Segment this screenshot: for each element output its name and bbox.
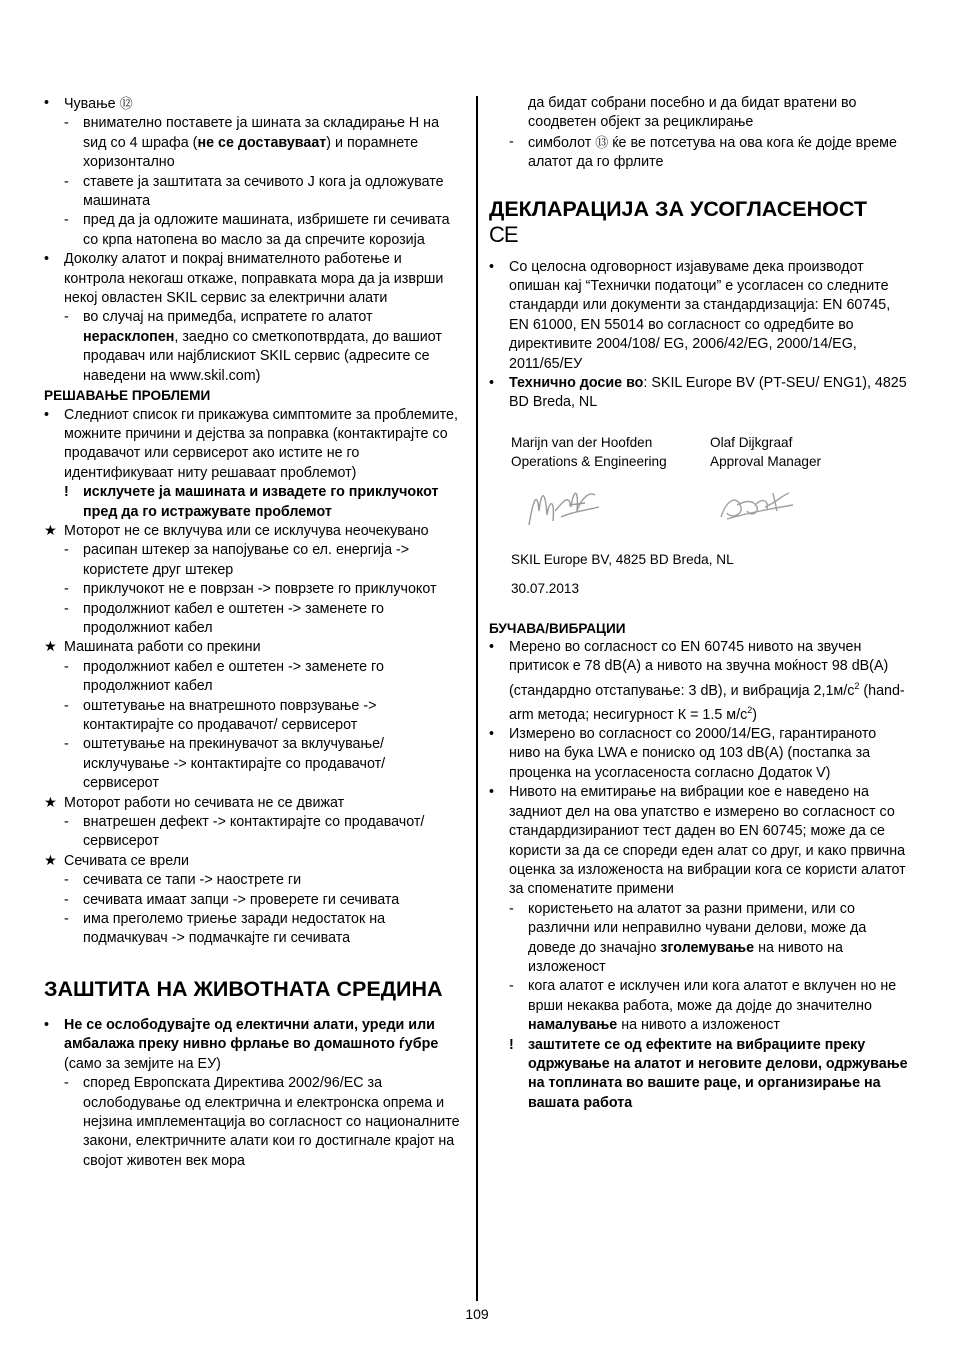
bold-text: Технично досие во: [509, 375, 644, 392]
text: ставете ја заштитата за сечивото J кога ја одложувате машината: [83, 173, 444, 210]
left-column: [44, 94, 462, 1171]
bullet-marker: •: [489, 638, 495, 655]
text: сечивата се тапи -> наострете ги: [83, 872, 302, 889]
env-symbol: [489, 133, 909, 173]
env-item: [44, 1016, 462, 1074]
symptom-1-cause: [44, 600, 462, 639]
text: има преголемо триење заради недостаток на подмачкувач -> подмачкајте ги сечивата: [83, 911, 386, 947]
symptom-2: [44, 638, 462, 657]
signatories: [511, 433, 909, 472]
symptom-2-cause: [44, 735, 462, 793]
text: оштетување на прекинувачот за вклучување/ исклучување -> контактирајте со продавачот/ сервисерот: [83, 736, 386, 792]
storage-sub-1: [44, 114, 462, 172]
text: (hand-arm метода; несигурност К = 1.5 м/с: [509, 682, 905, 723]
text: според Европската Директива 2002/96/EC за ослободување од електрична и електронска опрема и нејзина имплементација во согласност со националните закони, електричните алати кои го достигнале крајот на својот животен век мора: [83, 1075, 460, 1169]
noise-item-3: [489, 783, 909, 899]
noise-warning: [489, 1036, 909, 1114]
text: : SKIL Europe BV (PT-SEU/ ENG1), 4825 BD Breda, NL: [509, 375, 907, 411]
signature-2-image: [717, 487, 909, 533]
dash-marker: -: [64, 115, 69, 132]
text: , заедно со сметкопотврдата, до вашиот продавач или најблискиот SKIL сервис (адресите се наведени на www.skil.com): [83, 328, 442, 384]
text: Со целосна одговорност изјавуваме дека производот опишан кај “Технички податоци” е усогласен со следните стандарди или документи за стандардизација: EN 60745, EN 61000, EN 55014 во согласност со одредбите во директивите 2004/108/ EG, 2006/42/EG, 2000/14/EG, 2011/65/ЕУ: [509, 258, 891, 372]
text: симболот: [528, 134, 596, 151]
warning-marker: !: [509, 1036, 514, 1053]
bold-text: Не се ослободувајте од електични алати, уреди или амбалажа преку нивно фрлање во домашното ѓубре: [64, 1016, 439, 1053]
text: Мерено во согласност со EN 60745 нивото на звучен притисок е 78 dB(A) а нивото на звучна моќност 98 dB(A) (стандардно отстапување: 3 dB), и вибрација 2,1м/с: [509, 638, 889, 699]
text: оштетување на внатрешното поврзување -> контактирајте со продавачот/ сервисерот: [83, 697, 377, 733]
dash-marker: -: [64, 173, 69, 190]
text: на нивото на изложеност: [528, 939, 844, 975]
dash-marker: -: [64, 658, 69, 675]
text: на нивото а изложеност: [617, 1017, 780, 1034]
signatory-2: [710, 433, 909, 472]
dash-marker: -: [64, 542, 69, 559]
signatory-name: Olaf Dijkgraaf: [710, 434, 793, 450]
symptom-1-cause: [44, 541, 462, 580]
dash-marker: -: [509, 978, 514, 995]
dash-marker: -: [64, 309, 69, 326]
storage-label: Чување: [64, 96, 116, 112]
text: заштитете се од ефектите на вибрациите преку одржување на алатот и неговите делови, одржување на топлината во вашите раце, и организирање на вашата работа: [528, 1036, 908, 1111]
dash-marker: -: [64, 600, 69, 617]
text: да бидат собрани посебно и да бидат вратени во соодветен објект за рециклирање: [528, 95, 857, 131]
signature-1-image: [525, 481, 717, 539]
dash-marker: -: [64, 736, 69, 753]
env-cont: [489, 94, 909, 133]
text: користењето на алатот за разни примени, или со различни или неправилно чувани делови, може да доведе до значајно: [528, 900, 867, 956]
bullet-marker: •: [489, 375, 495, 392]
dash-marker: -: [64, 911, 69, 928]
symptom-4-cause: [44, 871, 462, 890]
signatory-title: Operations & Engineering: [511, 454, 667, 470]
bullet-marker: •: [44, 1016, 50, 1033]
dash-marker: -: [64, 1075, 69, 1092]
text: во случај на примедба, испратете го алатот: [83, 309, 373, 326]
symptom-3: [44, 794, 462, 813]
star-marker: ★: [44, 639, 57, 656]
symptom-3-cause: [44, 813, 462, 852]
dash-marker: -: [64, 581, 69, 598]
signatures: [525, 472, 909, 550]
trouble-heading: РЕШАВАЊЕ ПРОБЛЕМИ: [44, 388, 211, 404]
failure-item: [44, 250, 462, 308]
bullet-marker: •: [489, 258, 495, 275]
warning-marker: !: [64, 484, 69, 501]
text: ): [752, 706, 758, 723]
heading-text: ДЕКЛАРАЦИЈА ЗА УСОГЛАСЕНОСТ: [489, 196, 868, 221]
symbol-ref-number: ⑬: [595, 134, 609, 150]
dash-marker: -: [64, 872, 69, 889]
bullet-marker: •: [489, 726, 495, 743]
bold-text: не се доставуваат: [197, 134, 327, 151]
storage-sub-3: [44, 211, 462, 250]
text: Нивото на емитирање на вибрации кое е наведено на задниот дел на ова упатство е измерено во согласност со стандардизираниот тест даден во EN 60745; може да се користи за да се спореди еден алат со друг, и како првична оценка за изложеноста на вибрации кога се користи алатот за споменатите примени: [509, 784, 906, 898]
symptom-1: [44, 522, 462, 541]
symptom-4-cause: [44, 910, 462, 949]
symptom-2-cause: [44, 658, 462, 697]
company-address: SKIL Europe BV, 4825 BD Breda, NL: [511, 551, 734, 567]
trouble-intro: [44, 406, 462, 484]
text: продолжниот кабел е оштетен -> заменете го продолжниот кабел: [83, 658, 384, 695]
bold-text: зголемување: [660, 939, 755, 956]
symptom-4: [44, 852, 462, 871]
dash-marker: -: [64, 212, 69, 229]
text: сечивата имаат запци -> проверете ги сечивата: [83, 891, 400, 908]
text: внимателно поставете ја шината за складирање H на ѕид со 4 шрафа (: [83, 115, 440, 151]
dash-marker: -: [64, 697, 69, 714]
star-marker: ★: [44, 794, 57, 811]
noise-item-1: [489, 638, 909, 725]
noise-sub-2: [489, 977, 909, 1035]
bold-text: нерасклопен: [83, 328, 175, 345]
decl-heading: [489, 197, 909, 248]
page-number: 109: [465, 1306, 489, 1322]
storage-sub-2: [44, 173, 462, 212]
star-marker: ★: [44, 522, 57, 539]
storage-item: [44, 94, 462, 114]
text: кога алатот е исклучен или кога алатот е вклучен но не врши некаква работа, може да дојде до значително: [528, 978, 897, 1014]
failure-sub: [44, 308, 462, 386]
dash-marker: -: [509, 133, 514, 150]
signatory-1: [511, 433, 710, 472]
symptom-1-cause: [44, 580, 462, 599]
dash-marker: -: [64, 814, 69, 831]
superscript: 2: [747, 704, 753, 715]
text: ќе ве потсетува на ова кога ќе дојде време алатот да го фрлите: [528, 134, 897, 171]
dash-marker: -: [64, 891, 69, 908]
text: (само за земјите на ЕУ): [64, 1055, 221, 1072]
text: Машината работи со прекини: [64, 639, 261, 656]
superscript: 2: [854, 680, 860, 691]
signatory-title: Approval Manager: [710, 454, 822, 470]
tech-file-item: [489, 374, 909, 413]
star-marker: ★: [44, 852, 57, 869]
text: Моторот работи но сечивата не се движат: [64, 794, 345, 811]
text: внатрешен дефект -> контактирајте со продавачот/ сервисерот: [83, 814, 425, 850]
text: Моторот не се вклучува или се исклучува неочекувано: [64, 522, 429, 539]
bold-text: намалување: [528, 1017, 618, 1034]
text: Сечивата се врели: [64, 852, 190, 869]
text: приклучокот не е поврзан -> поврзете го приклучокот: [83, 581, 437, 598]
signatory-name: Marijn van der Hoofden: [511, 434, 653, 450]
noise-item-2: [489, 725, 909, 783]
bullet-marker: •: [44, 406, 50, 423]
column-divider: [476, 96, 478, 1301]
env-sub: [44, 1074, 462, 1171]
env-heading: ЗАШТИТА НА ЖИВОТНАТА СРЕДИНА: [44, 976, 443, 1001]
declaration-date: 30.07.2013: [511, 581, 580, 597]
symptom-2-cause: [44, 697, 462, 736]
text: Следниот список ги прикажува симптомите за проблемите, можните причини и дејства за поправка (контактирајте со продавачот или сервисерот ако истите не го идентификуваат ниту решаваат проблемот): [64, 406, 458, 481]
text: расипан штекер за напојување со ел. енергија -> користете друг штекер: [83, 542, 410, 578]
storage-ref-number: ⑫: [119, 96, 133, 111]
text: продолжниот кабел е оштетен -> заменете го продолжниот кабел: [83, 600, 384, 636]
trouble-warning: [44, 483, 462, 522]
bullet-marker: •: [44, 95, 50, 111]
text: ) и порамнете хоризонтално: [83, 134, 419, 171]
dash-marker: -: [509, 900, 514, 917]
ce-mark-icon: CE: [489, 221, 518, 247]
text: Доколку алатот и покрај внимателното работење и контрола некогаш откаже, поправката мора да ја изврши некој овластен SKIL сервис за електрични алати: [64, 251, 444, 307]
text: Измерено во согласност со 2000/14/EG, гарантираното ниво на бука LWA е пониско од 103 dB(A) (постапка за проценка на усогласеноста согласно Додаток V): [509, 726, 877, 781]
noise-heading: БУЧАВА/ВИБРАЦИИ: [489, 620, 626, 636]
text: пред да ја одложите машината, избришете ги сечивата со крпа натопена во масло за да спречите корозија: [83, 212, 450, 248]
right-column: [489, 94, 909, 1113]
noise-sub-1: [489, 900, 909, 978]
bullet-marker: •: [489, 784, 495, 801]
bullet-marker: •: [44, 251, 50, 268]
decl-item: [489, 258, 909, 374]
symptom-4-cause: [44, 891, 462, 910]
text: исклучете ја машината и извадете го приклучокот пред да го истражувате проблемот: [83, 484, 439, 520]
